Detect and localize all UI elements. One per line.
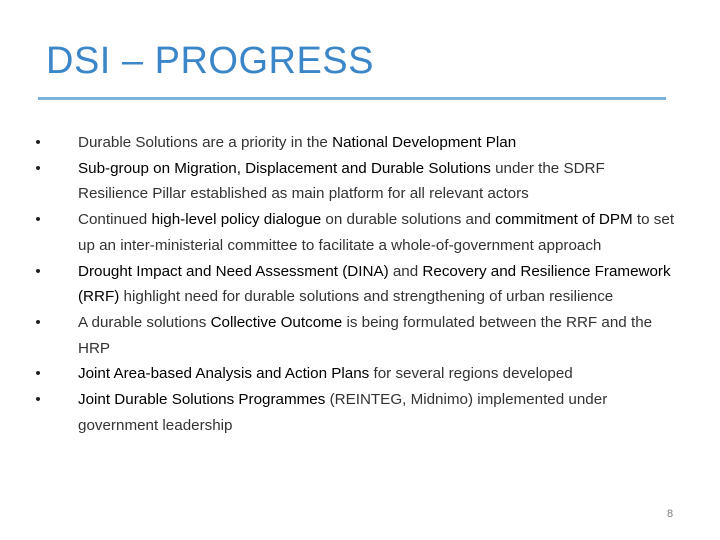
bullet-emphasis: Joint Area-based Analysis and Action Plans	[78, 365, 370, 383]
bullet-text: on durable solutions and	[321, 211, 496, 229]
bullet-emphasis: Joint Durable Solutions Programmes	[78, 391, 326, 409]
page-number: 8	[667, 508, 674, 520]
list-item	[28, 130, 678, 156]
bullet-text: (REINTEG, Midnimo) implemented under government leadership	[78, 391, 608, 434]
list-item	[28, 361, 678, 387]
list-item	[28, 207, 678, 258]
bullet-emphasis: Drought Impact and Need Assessment (DINA)	[78, 262, 389, 280]
bullet-text: Durable Solutions are a priority in the	[78, 134, 333, 151]
list-item	[28, 259, 678, 310]
list-item	[28, 156, 678, 207]
bullet-text: is being formulated between the RRF and the HRP	[78, 313, 653, 357]
bullet-text: Continued	[78, 211, 152, 229]
bullet-emphasis: Sub-group on Migration, Displacement and Durable Solutions	[78, 159, 491, 177]
bullet-text: to set up an inter-ministerial committee to facilitate a whole-of-government approach	[78, 211, 675, 254]
bullet-text: under the SDRF Resilience Pillar established as main platform for all relevant actors	[78, 159, 605, 203]
slide-title: DSI – PROGRESS	[46, 40, 374, 82]
bullet-emphasis: National Development Plan	[332, 134, 517, 151]
bullet-dot-icon: •	[35, 159, 41, 177]
bullet-text: and	[388, 262, 423, 280]
bullet-emphasis: commitment of DPM	[495, 211, 633, 229]
bullet-dot-icon: •	[35, 313, 41, 331]
title-divider	[38, 97, 666, 100]
bullet-text: A durable solutions	[78, 313, 211, 331]
bullet-dot-icon: •	[35, 211, 41, 229]
bullet-text: highlight need for durable solutions and strengthening of urban resilience	[119, 288, 614, 306]
bullet-emphasis: Collective Outcome	[210, 313, 343, 331]
bullet-text: for several regions developed	[369, 365, 573, 383]
bullet-emphasis: Recovery and Resilience Framework (RRF)	[78, 262, 671, 306]
bullet-dot-icon: •	[35, 262, 41, 280]
list-item	[28, 310, 678, 361]
bullet-dot-icon: •	[35, 365, 41, 383]
bullet-dot-icon: •	[35, 391, 41, 409]
list-item	[28, 387, 678, 438]
bullet-dot-icon: •	[35, 134, 41, 151]
bullet-emphasis: high-level policy dialogue	[151, 211, 322, 229]
bullet-list	[28, 130, 678, 438]
